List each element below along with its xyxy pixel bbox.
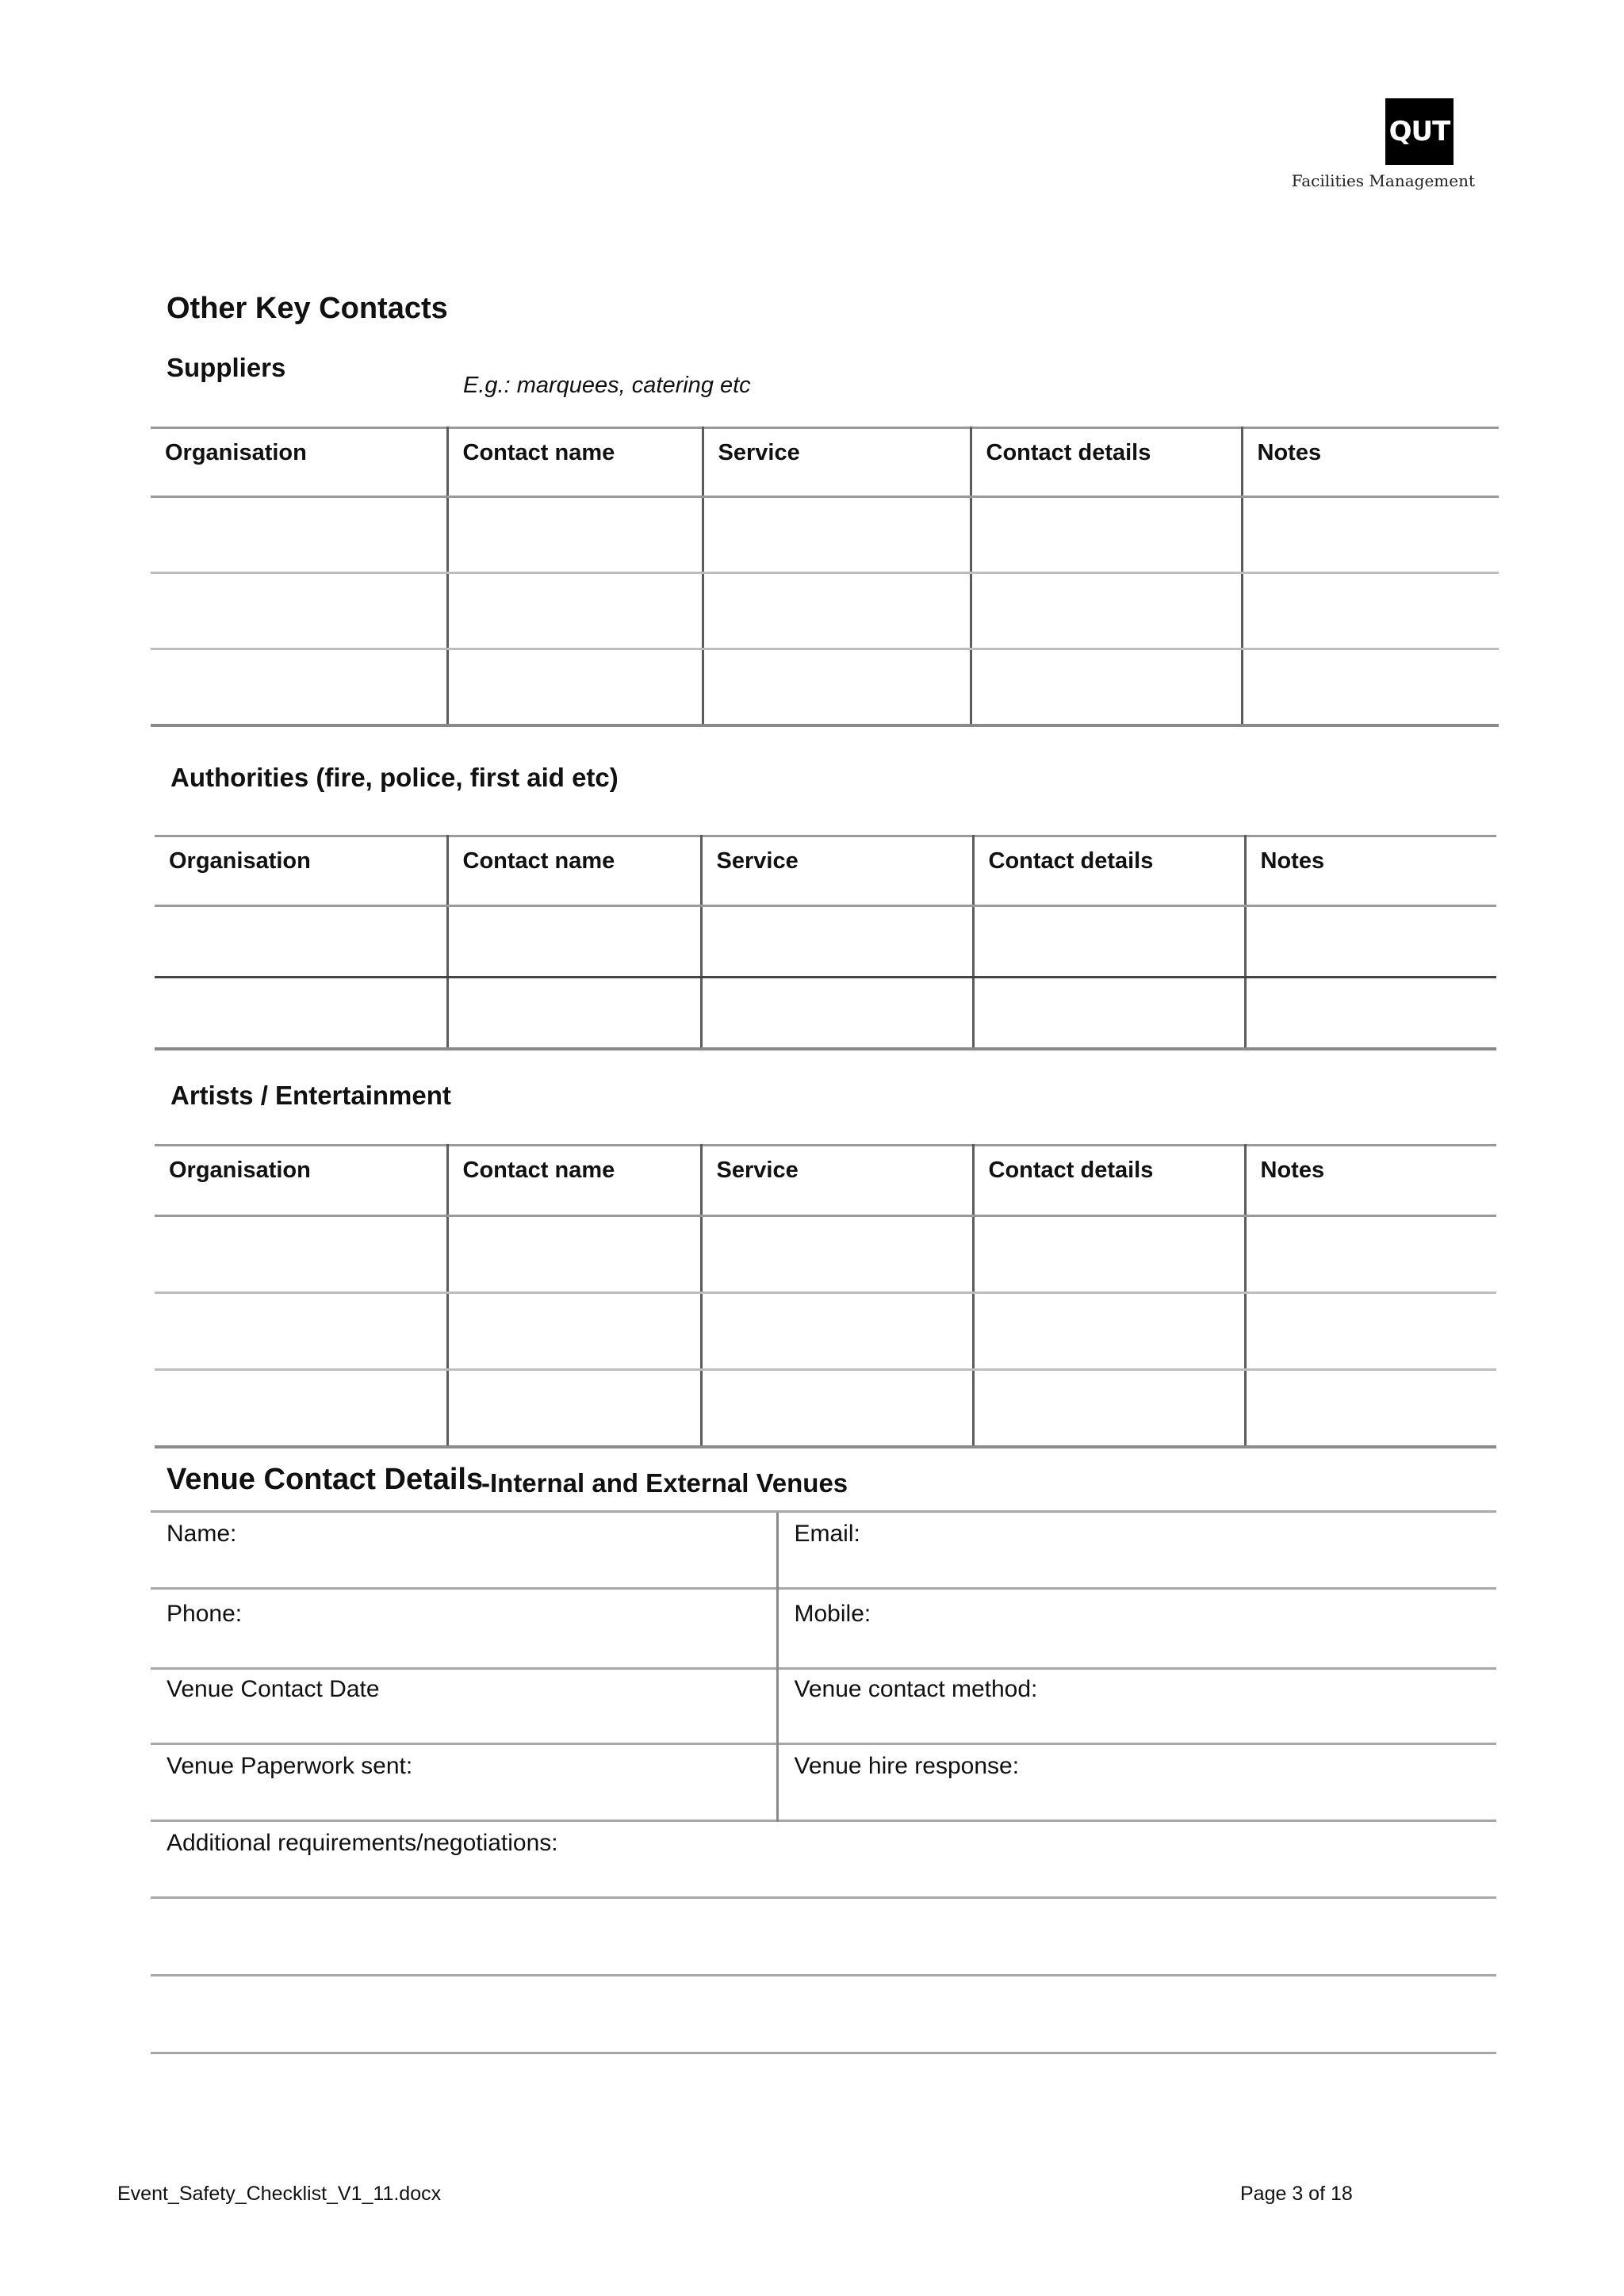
- footer-page-number: Page 3 of 18: [1240, 2183, 1353, 2205]
- table-row: [151, 573, 1499, 649]
- table-cell[interactable]: [1245, 1293, 1496, 1370]
- table-cell[interactable]: [151, 497, 447, 573]
- venue-name-field[interactable]: Name:: [151, 1512, 777, 1589]
- table-cell[interactable]: [447, 497, 703, 573]
- column-header-organisation: Organisation: [155, 1146, 447, 1216]
- column-header-contact-details: Contact details: [973, 836, 1245, 906]
- column-header-organisation: Organisation: [155, 836, 447, 906]
- table-cell[interactable]: [447, 978, 701, 1049]
- blank-line-row: [151, 1976, 1496, 2053]
- table-cell[interactable]: [1245, 978, 1496, 1049]
- column-header-notes: Notes: [1245, 1146, 1496, 1216]
- table-cell[interactable]: [447, 1293, 701, 1370]
- table-cell[interactable]: [973, 1216, 1245, 1293]
- table-cell[interactable]: [447, 906, 701, 978]
- table-cell[interactable]: [155, 978, 447, 1049]
- table-cell[interactable]: [1242, 497, 1499, 573]
- footer-filename: Event_Safety_Checklist_V1_11.docx: [117, 2183, 442, 2205]
- suppliers-hint: E.g.: marquees, catering etc: [463, 373, 751, 398]
- table-row: [155, 978, 1496, 1049]
- table-cell[interactable]: [703, 497, 971, 573]
- table-cell[interactable]: [1245, 1216, 1496, 1293]
- table-header-row: [155, 1146, 1496, 1216]
- additional-requirements-line[interactable]: [151, 1898, 1496, 1976]
- table-row: [151, 497, 1499, 573]
- table-cell[interactable]: [155, 1216, 447, 1293]
- table-row: [155, 1216, 1496, 1293]
- table-header-row: [155, 836, 1496, 906]
- table-cell[interactable]: [971, 573, 1242, 649]
- additional-requirements-field[interactable]: Additional requirements/negotiations:: [151, 1821, 1496, 1898]
- venue-subheading: -Internal and External Venues: [481, 1468, 848, 1498]
- table-cell[interactable]: [151, 649, 447, 725]
- venue-mobile-field[interactable]: Mobile:: [777, 1589, 1496, 1669]
- table-row: [155, 1293, 1496, 1370]
- logo-subtitle: Facilities Management: [1291, 171, 1475, 190]
- artists-heading: Artists / Entertainment: [170, 1081, 451, 1110]
- suppliers-heading: Suppliers: [167, 353, 286, 382]
- table-cell[interactable]: [701, 1370, 973, 1447]
- table-cell[interactable]: [701, 1293, 973, 1370]
- table-cell[interactable]: [703, 649, 971, 725]
- table-cell[interactable]: [155, 1293, 447, 1370]
- venue-row: [151, 1669, 1496, 1744]
- table-cell[interactable]: [155, 906, 447, 978]
- venue-email-field[interactable]: Email:: [777, 1512, 1496, 1589]
- table-cell[interactable]: [701, 1216, 973, 1293]
- table-cell[interactable]: [973, 1293, 1245, 1370]
- table-cell[interactable]: [1242, 573, 1499, 649]
- blank-line-row: [151, 1898, 1496, 1976]
- table-cell[interactable]: [973, 978, 1245, 1049]
- table-cell[interactable]: [701, 978, 973, 1049]
- venue-row: [151, 1589, 1496, 1669]
- table-cell[interactable]: [973, 906, 1245, 978]
- venue-heading: Venue Contact Details: [167, 1463, 484, 1496]
- venue-contact-table: [151, 1510, 1496, 2054]
- table-cell[interactable]: [447, 649, 703, 725]
- logo-text: QUT: [1388, 116, 1450, 147]
- artists-table: [155, 1144, 1496, 1448]
- table-row: [151, 649, 1499, 725]
- suppliers-table: [151, 427, 1499, 727]
- venue-phone-field[interactable]: Phone:: [151, 1589, 777, 1669]
- column-header-service: Service: [701, 836, 973, 906]
- column-header-contact-name: Contact name: [447, 428, 703, 497]
- column-header-contact-details: Contact details: [973, 1146, 1245, 1216]
- column-header-organisation: Organisation: [151, 428, 447, 497]
- venue-row: [151, 1512, 1496, 1589]
- table-cell[interactable]: [1245, 906, 1496, 978]
- table-cell[interactable]: [447, 1216, 701, 1293]
- table-cell[interactable]: [1245, 1370, 1496, 1447]
- column-header-service: Service: [701, 1146, 973, 1216]
- venue-row: [151, 1744, 1496, 1821]
- authorities-table: [155, 835, 1496, 1050]
- authorities-heading: Authorities (fire, police, first aid etc): [170, 763, 619, 792]
- venue-row: [151, 1821, 1496, 1898]
- column-header-contact-name: Contact name: [447, 836, 701, 906]
- table-cell[interactable]: [701, 906, 973, 978]
- table-cell[interactable]: [971, 649, 1242, 725]
- table-cell[interactable]: [447, 1370, 701, 1447]
- table-cell[interactable]: [151, 573, 447, 649]
- column-header-notes: Notes: [1242, 428, 1499, 497]
- table-row: [155, 906, 1496, 978]
- venue-paperwork-sent-field[interactable]: Venue Paperwork sent:: [151, 1744, 777, 1821]
- venue-contact-method-field[interactable]: Venue contact method:: [777, 1669, 1496, 1744]
- column-header-contact-details: Contact details: [971, 428, 1242, 497]
- additional-requirements-line[interactable]: [151, 1976, 1496, 2053]
- venue-contact-date-field[interactable]: Venue Contact Date: [151, 1669, 777, 1744]
- column-header-notes: Notes: [1245, 836, 1496, 906]
- page-title: Other Key Contacts: [167, 292, 448, 325]
- table-cell[interactable]: [1242, 649, 1499, 725]
- column-header-service: Service: [703, 428, 971, 497]
- table-cell[interactable]: [703, 573, 971, 649]
- table-cell[interactable]: [447, 573, 703, 649]
- table-cell[interactable]: [155, 1370, 447, 1447]
- table-header-row: [151, 428, 1499, 497]
- venue-hire-response-field[interactable]: Venue hire response:: [777, 1744, 1496, 1821]
- qut-logo: [1385, 98, 1454, 165]
- table-cell[interactable]: [971, 497, 1242, 573]
- table-row: [155, 1370, 1496, 1447]
- table-cell[interactable]: [973, 1370, 1245, 1447]
- column-header-contact-name: Contact name: [447, 1146, 701, 1216]
